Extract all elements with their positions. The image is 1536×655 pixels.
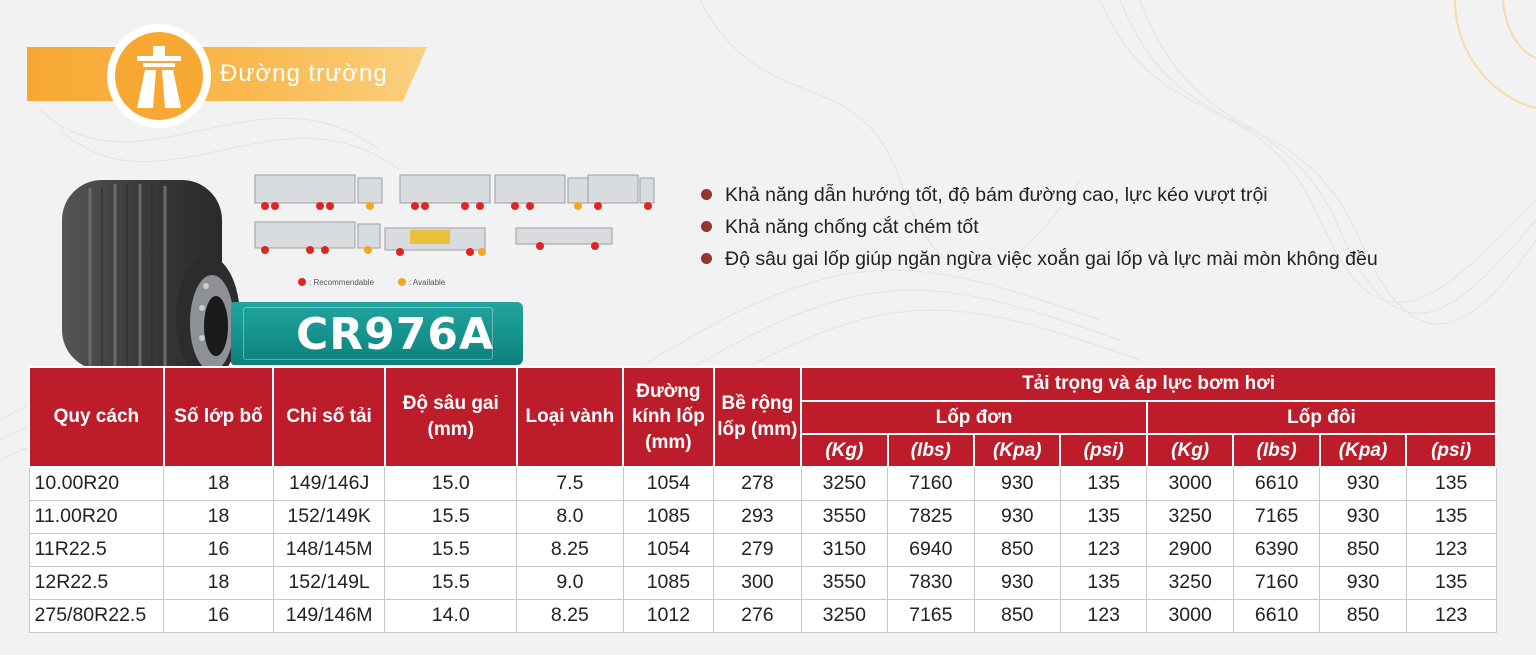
- highway-icon: [115, 32, 203, 120]
- table-cell: 6610: [1233, 467, 1319, 500]
- table-cell: 18: [164, 500, 274, 533]
- table-cell: 148/145M: [273, 533, 385, 566]
- header-size: Quy cách: [29, 367, 164, 467]
- table-cell: 3550: [801, 500, 887, 533]
- table-cell: 7160: [1233, 566, 1319, 599]
- model-name: CR976A: [296, 309, 495, 360]
- table-cell: 276: [714, 599, 801, 632]
- table-cell: 930: [1320, 467, 1406, 500]
- table-cell: 135: [1060, 500, 1146, 533]
- table-cell: 930: [974, 467, 1060, 500]
- table-cell: 850: [1320, 533, 1406, 566]
- table-cell: 135: [1406, 467, 1496, 500]
- table-cell: 850: [1320, 599, 1406, 632]
- table-cell: 8.25: [517, 599, 624, 632]
- usage-legend: [298, 278, 445, 287]
- table-cell: 3000: [1147, 599, 1233, 632]
- table-cell: 123: [1406, 599, 1496, 632]
- table-cell: 1012: [623, 599, 713, 632]
- table-cell: 293: [714, 500, 801, 533]
- legend-available: : Available: [398, 278, 445, 287]
- table-cell: 930: [1320, 566, 1406, 599]
- table-row: [29, 599, 1496, 632]
- table-cell: 7830: [888, 566, 974, 599]
- table-row: [29, 566, 1496, 599]
- table-cell: 6940: [888, 533, 974, 566]
- unit-lbs: (Ibs): [888, 434, 974, 467]
- table-cell: 278: [714, 467, 801, 500]
- unit-kg: (Kg): [801, 434, 887, 467]
- table-cell: 152/149K: [273, 500, 385, 533]
- table-cell: 3150: [801, 533, 887, 566]
- table-cell: 1054: [623, 533, 713, 566]
- table-cell: 2900: [1147, 533, 1233, 566]
- table-cell: 15.0: [385, 467, 517, 500]
- table-cell: 7165: [1233, 500, 1319, 533]
- table-cell: 16: [164, 533, 274, 566]
- table-cell: 15.5: [385, 533, 517, 566]
- legend-recommendable: : Recommendable: [298, 278, 374, 287]
- table-cell: 135: [1406, 500, 1496, 533]
- spec-table: [28, 366, 1497, 633]
- feature-list: [700, 180, 1378, 276]
- table-cell: 135: [1060, 566, 1146, 599]
- unit-kg: (Kg): [1147, 434, 1233, 467]
- table-cell: 850: [974, 533, 1060, 566]
- tire-image: [60, 178, 240, 368]
- header-width: Bề rộng lốp (mm): [714, 367, 801, 467]
- table-cell: 850: [974, 599, 1060, 632]
- table-cell: 7160: [888, 467, 974, 500]
- table-cell: 3250: [1147, 566, 1233, 599]
- table-cell: 123: [1060, 599, 1146, 632]
- table-cell: 149/146J: [273, 467, 385, 500]
- table-cell: 279: [714, 533, 801, 566]
- table-cell: 149/146M: [273, 599, 385, 632]
- table-cell: 7165: [888, 599, 974, 632]
- table-cell: 300: [714, 566, 801, 599]
- header-ply: Số lớp bố: [164, 367, 274, 467]
- banner-icon-circle: [107, 24, 211, 128]
- unit-kpa: (Kpa): [974, 434, 1060, 467]
- table-cell: 3550: [801, 566, 887, 599]
- table-cell: 152/149L: [273, 566, 385, 599]
- page-title: Đường trường: [220, 60, 388, 87]
- table-cell: 11R22.5: [29, 533, 164, 566]
- header-load-index: Chỉ số tải: [273, 367, 385, 467]
- table-cell: 275/80R22.5: [29, 599, 164, 632]
- table-cell: 123: [1060, 533, 1146, 566]
- table-cell: 135: [1406, 566, 1496, 599]
- feature-item: Độ sâu gai lốp giúp ngăn ngừa việc xoắn gai lốp và lực mài mòn không đều: [700, 244, 1378, 276]
- table-cell: 6390: [1233, 533, 1319, 566]
- table-row: [29, 500, 1496, 533]
- unit-lbs: (Ibs): [1233, 434, 1319, 467]
- feature-item: Khả năng chống cắt chém tốt: [700, 212, 1378, 244]
- table-cell: 15.5: [385, 566, 517, 599]
- table-cell: 18: [164, 566, 274, 599]
- unit-psi: (psi): [1406, 434, 1496, 467]
- table-cell: 930: [1320, 500, 1406, 533]
- table-cell: 1085: [623, 566, 713, 599]
- table-cell: 12R22.5: [29, 566, 164, 599]
- table-cell: 3250: [801, 599, 887, 632]
- table-cell: 1054: [623, 467, 713, 500]
- table-cell: 7.5: [517, 467, 624, 500]
- table-cell: 1085: [623, 500, 713, 533]
- unit-psi: (psi): [1060, 434, 1146, 467]
- feature-item: Khả năng dẫn hướng tốt, độ bám đường cao, lực kéo vượt trội: [700, 180, 1378, 212]
- table-cell: 15.5: [385, 500, 517, 533]
- table-cell: 11.00R20: [29, 500, 164, 533]
- table-cell: 135: [1060, 467, 1146, 500]
- table-cell: 8.0: [517, 500, 624, 533]
- header-dual: Lốp đôi: [1147, 401, 1496, 434]
- table-cell: 3250: [1147, 500, 1233, 533]
- header-diameter: Đường kính lốp (mm): [623, 367, 713, 467]
- table-cell: 14.0: [385, 599, 517, 632]
- table-cell: 10.00R20: [29, 467, 164, 500]
- vehicle-usage-icons: [250, 170, 670, 295]
- header-tread-depth: Độ sâu gai (mm): [385, 367, 517, 467]
- table-cell: 16: [164, 599, 274, 632]
- table-cell: 6610: [1233, 599, 1319, 632]
- table-cell: 9.0: [517, 566, 624, 599]
- table-row: [29, 533, 1496, 566]
- table-cell: 18: [164, 467, 274, 500]
- table-cell: 3000: [1147, 467, 1233, 500]
- header-load-pressure: Tải trọng và áp lực bơm hơi: [801, 367, 1496, 401]
- header-rim: Loại vành: [517, 367, 624, 467]
- unit-kpa: (Kpa): [1320, 434, 1406, 467]
- table-row: [29, 467, 1496, 500]
- header-single: Lốp đơn: [801, 401, 1147, 434]
- table-cell: 123: [1406, 533, 1496, 566]
- table-cell: 3250: [801, 467, 887, 500]
- table-cell: 930: [974, 566, 1060, 599]
- table-cell: 930: [974, 500, 1060, 533]
- table-cell: 8.25: [517, 533, 624, 566]
- table-cell: 7825: [888, 500, 974, 533]
